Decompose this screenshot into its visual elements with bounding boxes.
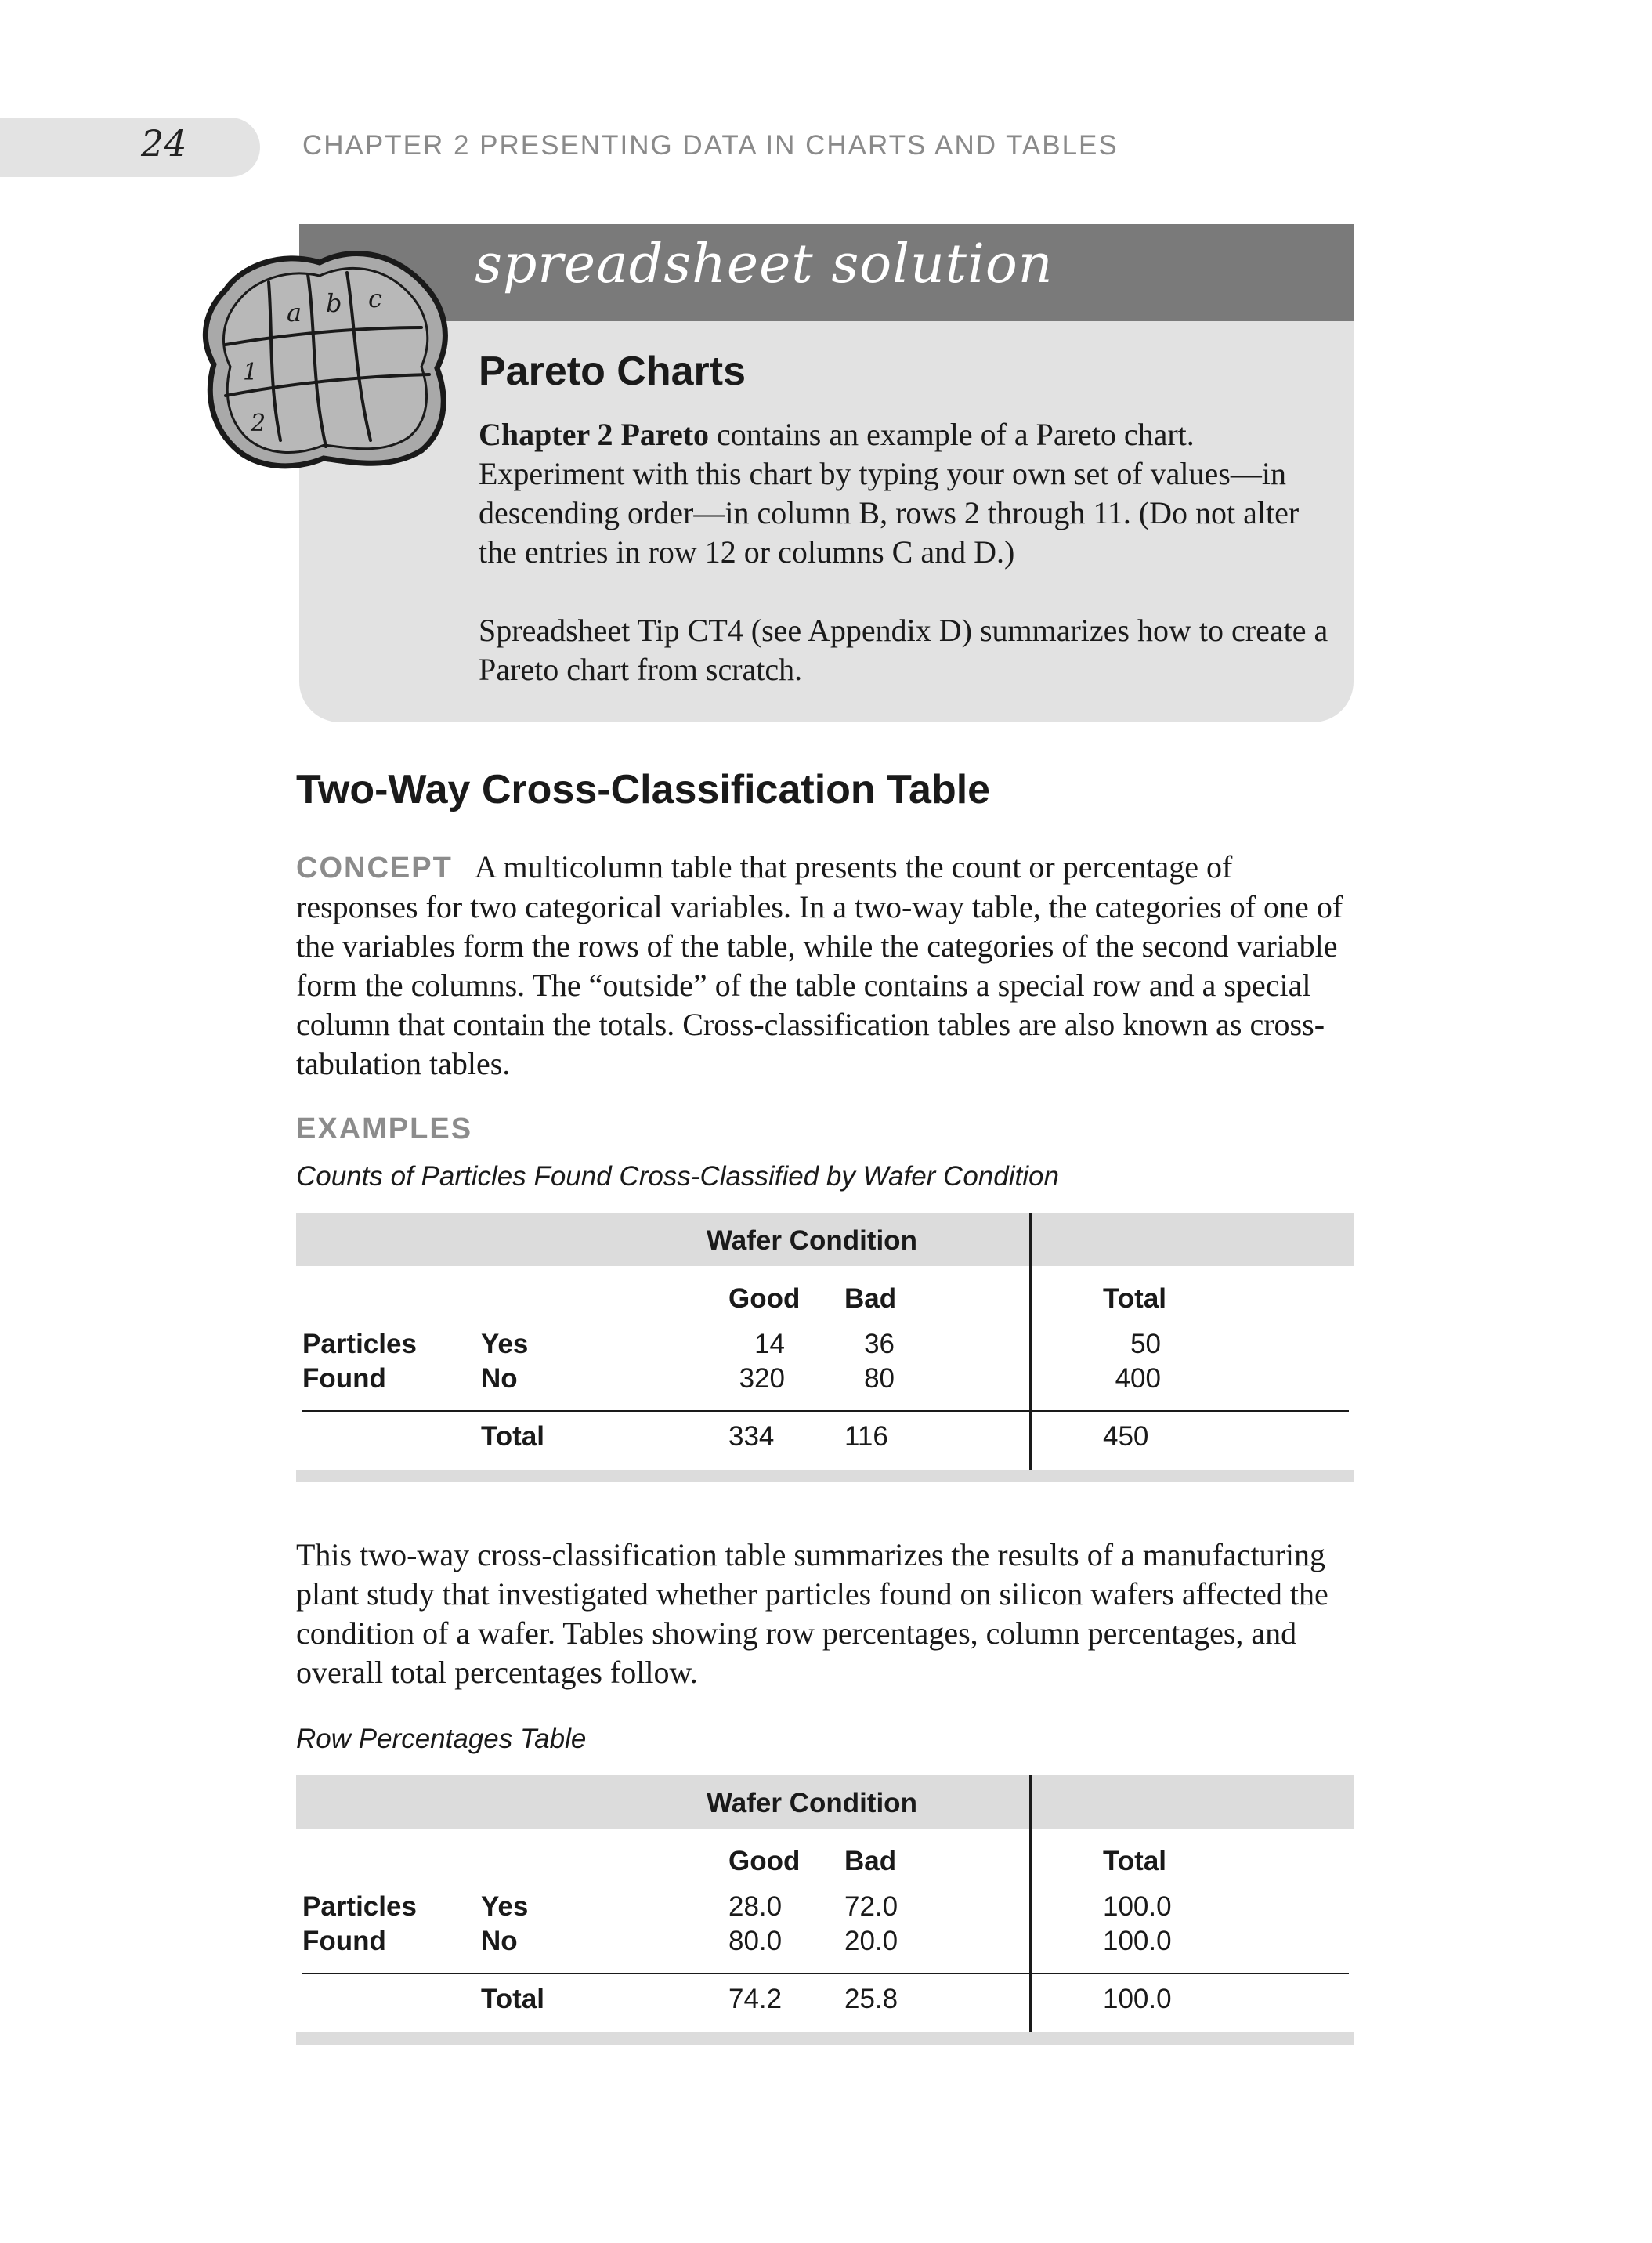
sidebar-paragraph-2: Spreadsheet Tip CT4 (see Appendix D) summarizes how to create a Pareto chart from scratch. xyxy=(479,613,1328,687)
row-no-label: No xyxy=(481,1926,518,1956)
cell-yes-bad: 36 xyxy=(864,1329,895,1359)
counts-table-caption: Counts of Particles Found Cross-Classified by Wafer Condition xyxy=(296,1161,1059,1192)
badge-row-1: 1 xyxy=(243,359,258,386)
page-number: 24 xyxy=(141,122,187,165)
body-paragraph: This two-way cross-classification table summarizes the results of a manufacturing plant study that investigated whether particles found on silicon wafers affected the condition of a wafer. Tables showing row percentages, column percentages, and overall total percentages follow. xyxy=(296,1537,1328,1690)
section-heading: Two-Way Cross-Classification Table xyxy=(296,767,991,812)
table-footer-band xyxy=(296,2032,1354,2045)
column-header-bad: Bad xyxy=(844,1846,897,1876)
concept-paragraph xyxy=(296,848,1354,1084)
column-header-total: Total xyxy=(1103,1846,1167,1876)
cell-no-good: 320 xyxy=(739,1363,785,1394)
cell-no-bad: 80 xyxy=(864,1363,895,1394)
row-no-label: No xyxy=(481,1363,518,1394)
row-label-found: Found xyxy=(302,1363,386,1394)
badge-col-b: b xyxy=(326,288,342,318)
table-footer-band xyxy=(296,1470,1354,1482)
cell-yes-total: 100.0 xyxy=(1103,1891,1172,1922)
concept-label: CONCEPT xyxy=(296,852,453,885)
cell-total-good: 74.2 xyxy=(728,1984,783,2014)
group-header: Wafer Condition xyxy=(707,1225,917,1256)
row-label-found: Found xyxy=(302,1926,386,1956)
total-row-label: Total xyxy=(481,1421,545,1452)
table-divider-vertical xyxy=(1029,1213,1032,1482)
cell-total-bad: 116 xyxy=(844,1421,888,1452)
column-header-good: Good xyxy=(728,1283,801,1314)
table-divider-horizontal xyxy=(302,1973,1349,1974)
cell-no-total: 100.0 xyxy=(1103,1926,1172,1956)
badge-row-2: 2 xyxy=(251,410,266,437)
page-number-tab xyxy=(0,118,260,177)
row-label-particles: Particles xyxy=(302,1891,417,1922)
cell-grand-total: 100.0 xyxy=(1103,1984,1172,2014)
examples-label: EXAMPLES xyxy=(296,1112,473,1145)
row-yes-label: Yes xyxy=(481,1891,529,1922)
sidebar-paragraph-1-bold: Chapter 2 Pareto xyxy=(479,417,710,452)
cell-no-good: 80.0 xyxy=(728,1926,783,1956)
table-divider-horizontal xyxy=(302,1410,1349,1412)
cell-total-good: 334 xyxy=(728,1421,775,1452)
column-header-good: Good xyxy=(728,1846,801,1876)
badge-col-c: c xyxy=(368,284,382,313)
column-header-bad: Bad xyxy=(844,1283,897,1314)
cell-no-total: 400 xyxy=(1115,1363,1161,1394)
cell-yes-bad: 72.0 xyxy=(844,1891,898,1922)
row-yes-label: Yes xyxy=(481,1329,529,1359)
cell-no-bad: 20.0 xyxy=(844,1926,898,1956)
cell-yes-good: 14 xyxy=(754,1329,785,1359)
sidebar-heading: Pareto Charts xyxy=(479,349,746,394)
total-row-label: Total xyxy=(481,1984,545,2014)
sidebar-paragraph-1 xyxy=(479,415,1340,572)
row-label-particles: Particles xyxy=(302,1329,417,1359)
running-header: CHAPTER 2 PRESENTING DATA IN CHARTS AND TABLES xyxy=(302,130,1119,161)
cell-grand-total: 450 xyxy=(1103,1421,1149,1452)
cell-total-bad: 25.8 xyxy=(844,1984,898,2014)
spreadsheet-solution-title: spreadsheet solution xyxy=(475,233,1054,295)
counts-table xyxy=(296,1213,1354,1482)
row-percentages-table xyxy=(296,1775,1354,2045)
row-percentages-caption: Row Percentages Table xyxy=(296,1724,587,1754)
cell-yes-total: 50 xyxy=(1130,1329,1161,1359)
concept-text: A multicolumn table that presents the count or percentage of responses for two categorical variables. In a two-way table, the categories of one of the variables form the rows of the table, while the categories of the second variable form the columns. The “outside” of the table contains a special row and a special column that contain the totals. Cross-classification tables are also known as cross-tabulation tables. xyxy=(296,849,1343,1081)
badge-col-a: a xyxy=(287,298,302,327)
sidebar-paragraph-1-text: contains an example of a Pareto chart. Experiment with this chart by typing your own set of values—in descending order—in column B, rows 2 through 11. (Do not alter the entries in row 12 or columns C and D.) xyxy=(479,417,1300,570)
spreadsheet-grid-icon xyxy=(194,235,453,478)
column-header-total: Total xyxy=(1103,1283,1167,1314)
group-header: Wafer Condition xyxy=(707,1788,917,1818)
cell-yes-good: 28.0 xyxy=(728,1891,783,1922)
table-divider-vertical xyxy=(1029,1775,1032,2045)
